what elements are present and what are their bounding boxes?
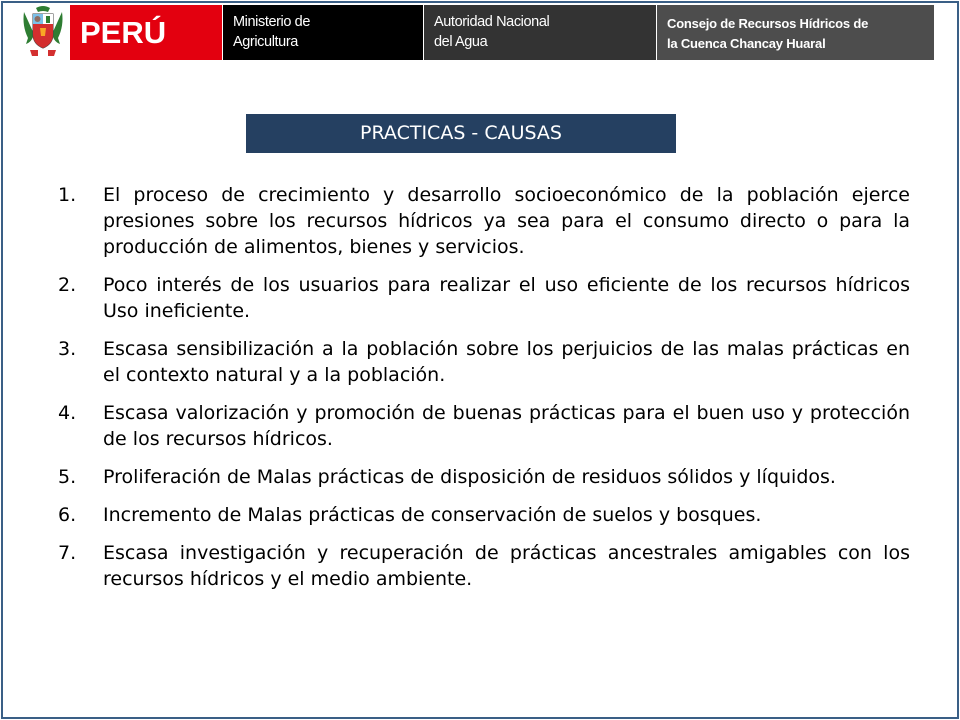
slide-title: PRACTICAS - CAUSAS [246, 114, 676, 153]
agency-line-1: Autoridad Nacional [434, 14, 550, 30]
list-item [58, 540, 910, 592]
item-text: El proceso de crecimiento y desarrollo socioeconómico de la población ejerce presiones sobre los recursos hídricos ya sea para el consumo directo o para la producción de alimentos, bienes y servicios. [103, 184, 910, 258]
ministry-line-2: Agricultura [233, 34, 298, 50]
list-item [58, 464, 910, 490]
ministry-line-1: Ministerio de [233, 14, 310, 30]
country-label: PERÚ [70, 5, 222, 60]
item-number: 6. [58, 504, 77, 526]
item-text: Escasa investigación y recuperación de prácticas ancestrales amigables con los recursos hídricos y el medio ambiente. [103, 542, 910, 590]
item-number: 7. [58, 542, 77, 564]
list-item [58, 502, 910, 528]
council-line-1: Consejo de Recursos Hídricos de [667, 16, 869, 31]
peru-coat-of-arms-icon [20, 4, 66, 60]
agency-label [424, 5, 656, 60]
item-text: Escasa sensibilización a la población sobre los perjuicios de las malas prácticas en el contexto natural y a la población. [103, 338, 910, 386]
list-item [58, 336, 910, 388]
item-text: Proliferación de Malas prácticas de disposición de residuos sólidos y líquidos. [103, 466, 836, 488]
item-number: 2. [58, 274, 77, 296]
agency-line-2: del Agua [434, 34, 488, 50]
council-line-2: la Cuenca Chancay Huaral [667, 36, 826, 51]
item-number: 3. [58, 338, 77, 360]
item-number: 5. [58, 466, 77, 488]
item-number: 4. [58, 402, 77, 424]
list-item [58, 400, 910, 452]
causes-list [58, 182, 910, 604]
council-label [657, 5, 934, 60]
item-number: 1. [58, 184, 77, 206]
list-item [58, 272, 910, 324]
list-item [58, 182, 910, 260]
item-text: Poco interés de los usuarios para realizar el uso eficiente de los recursos hídricos Uso ineficiente. [103, 274, 910, 322]
ministry-label [223, 5, 423, 60]
item-text: Incremento de Malas prácticas de conservación de suelos y bosques. [103, 504, 762, 526]
item-text: Escasa valorización y promoción de buenas prácticas para el buen uso y protección de los recursos hídricos. [103, 402, 910, 450]
